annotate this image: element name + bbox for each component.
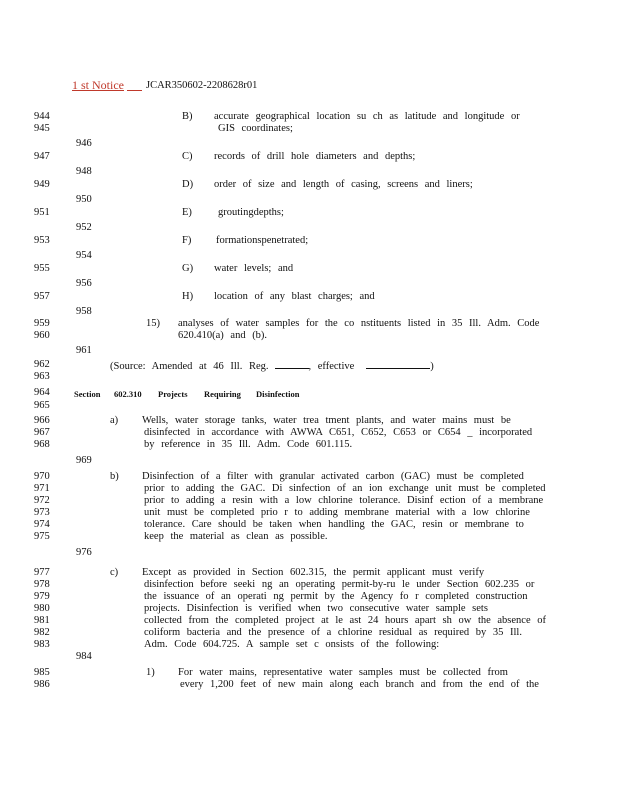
line-number: 971	[34, 483, 50, 494]
body-text-line: records of drill hole diameters and depths;	[214, 151, 416, 162]
body-text-line: 620.410(a) and (b).	[178, 330, 268, 341]
line-number: 973	[34, 507, 50, 518]
body-text-line: formationspenetrated;	[216, 235, 309, 246]
line-number: 944	[34, 111, 50, 122]
body-text-line: accurate geographical location su ch as latitude and longitude or	[214, 111, 520, 122]
line-number: 957	[34, 291, 50, 302]
line-number: 958	[76, 306, 92, 317]
line-number: 977	[34, 567, 50, 578]
line-number: 950	[76, 194, 92, 205]
line-number: 947	[34, 151, 50, 162]
line-number: 964	[34, 387, 50, 398]
body-text-line: keep the material as clean as possible.	[144, 531, 328, 542]
body-text-line: unit must be completed prio r to adding membrane material with a low chlorine	[144, 507, 530, 518]
body-text-line: disinfection before seeki ng an operating permit-by-ru le under Section 602.235 or	[144, 579, 535, 590]
line-number: 948	[76, 166, 92, 177]
body-text-line: by reference in 35 Ill. Adm. Code 601.115.	[144, 439, 353, 450]
blank-field	[366, 359, 430, 369]
line-number: 974	[34, 519, 50, 530]
list-label: 1)	[146, 667, 155, 678]
line-number: 968	[34, 439, 50, 450]
body-text-line: analyses of water samples for the co nstituents listed in 35 Ill. Adm. Code	[178, 318, 540, 329]
body-text-line: every 1,200 feet of new main along each branch and from the end of the	[180, 679, 539, 690]
body-text-line: disinfected in accordance with AWWA C651, C652, C653 or C654 _ incorporated	[144, 427, 533, 438]
list-label: G)	[182, 263, 194, 274]
line-number: 970	[34, 471, 50, 482]
list-label: C)	[182, 151, 193, 162]
line-number: 962	[34, 359, 50, 370]
line-number: 985	[34, 667, 50, 678]
line-number: 967	[34, 427, 50, 438]
notice-text: 1 st Notice	[72, 78, 124, 92]
list-label: c)	[110, 567, 119, 578]
body-text-line: GIS coordinates;	[218, 123, 293, 134]
body-text-line: (Source: Amended at 46 Ill. Reg. , effective )	[110, 361, 434, 372]
line-number: 969	[76, 455, 92, 466]
list-label: F)	[182, 235, 192, 246]
line-number: 955	[34, 263, 50, 274]
body-text-line: the issuance of an operati ng permit by the Agency fo r completed construction	[144, 591, 528, 602]
list-label: H)	[182, 291, 194, 302]
close-paren: )	[430, 361, 434, 372]
line-number: 963	[34, 371, 50, 382]
line-number: 960	[34, 330, 50, 341]
list-label: E)	[182, 207, 192, 218]
body-text-line: Wells, water storage tanks, water trea tment plants, and water mains must be	[142, 415, 511, 426]
line-number: 966	[34, 415, 50, 426]
line-number: 945	[34, 123, 50, 134]
section-heading-word: 602.310	[114, 389, 142, 399]
line-number: 975	[34, 531, 50, 542]
body-text-line: groutingdepths;	[218, 207, 284, 218]
body-text-line: prior to adding the GAC. Di sinfection of an ion exchange unit must be completed	[144, 483, 546, 494]
line-number: 946	[76, 138, 92, 149]
line-number: 979	[34, 591, 50, 602]
notice-label	[72, 78, 142, 93]
list-label: 15)	[146, 318, 160, 329]
line-number: 951	[34, 207, 50, 218]
body-text-line: collected from the completed project at le ast 24 hours apart sh ow the absence of	[144, 615, 546, 626]
list-label: B)	[182, 111, 193, 122]
body-text-line: tolerance. Care should be taken when handling the GAC, resin or membrane to	[144, 519, 524, 530]
body-text-line: prior to adding a resin with a low chlorine tolerance. Disinf ection of a membrane	[144, 495, 544, 506]
line-number: 959	[34, 318, 50, 329]
line-number: 978	[34, 579, 50, 590]
body-text-line: For water mains, representative water samples must be collected from	[178, 667, 508, 678]
body-text-line: water levels; and	[214, 263, 294, 274]
line-number: 981	[34, 615, 50, 626]
line-number: 949	[34, 179, 50, 190]
line-number: 954	[76, 250, 92, 261]
list-label: a)	[110, 415, 119, 426]
section-heading-word: Disinfection	[256, 389, 300, 399]
section-heading-word: Projects	[158, 389, 188, 399]
body-text-line: order of size and length of casing, screens and liners;	[214, 179, 473, 190]
line-number: 976	[76, 547, 92, 558]
line-number: 965	[34, 400, 50, 411]
body-text-line: projects. Disinfection is verified when two consecutive water sample sets	[144, 603, 488, 614]
section-heading-word: Section	[74, 389, 101, 399]
list-label: b)	[110, 471, 119, 482]
line-number: 972	[34, 495, 50, 506]
notice-underline	[127, 78, 142, 92]
body-text-line: Adm. Code 604.725. A sample set c onsists of the following:	[144, 639, 440, 650]
body-text-line: Except as provided in Section 602.315, the permit applicant must verify	[142, 567, 485, 578]
blank-field	[275, 359, 309, 369]
line-number: 961	[76, 345, 92, 356]
line-number: 953	[34, 235, 50, 246]
body-text-line: location of any blast charges; and	[214, 291, 375, 302]
line-number: 980	[34, 603, 50, 614]
body-text-line: Disinfection of a filter with granular activated carbon (GAC) must be completed	[142, 471, 524, 482]
line-number: 984	[76, 651, 92, 662]
section-heading-word: Requiring	[204, 389, 241, 399]
list-label: D)	[182, 179, 194, 190]
effective-label: , effective	[308, 361, 355, 372]
line-number: 986	[34, 679, 50, 690]
line-number: 983	[34, 639, 50, 650]
document-id: JCAR350602-2208628r01	[146, 80, 258, 91]
body-text-line: coliform bacteria and the presence of a chlorine residual as required by 35 Ill.	[144, 627, 522, 638]
line-number: 982	[34, 627, 50, 638]
line-number: 952	[76, 222, 92, 233]
line-number: 956	[76, 278, 92, 289]
